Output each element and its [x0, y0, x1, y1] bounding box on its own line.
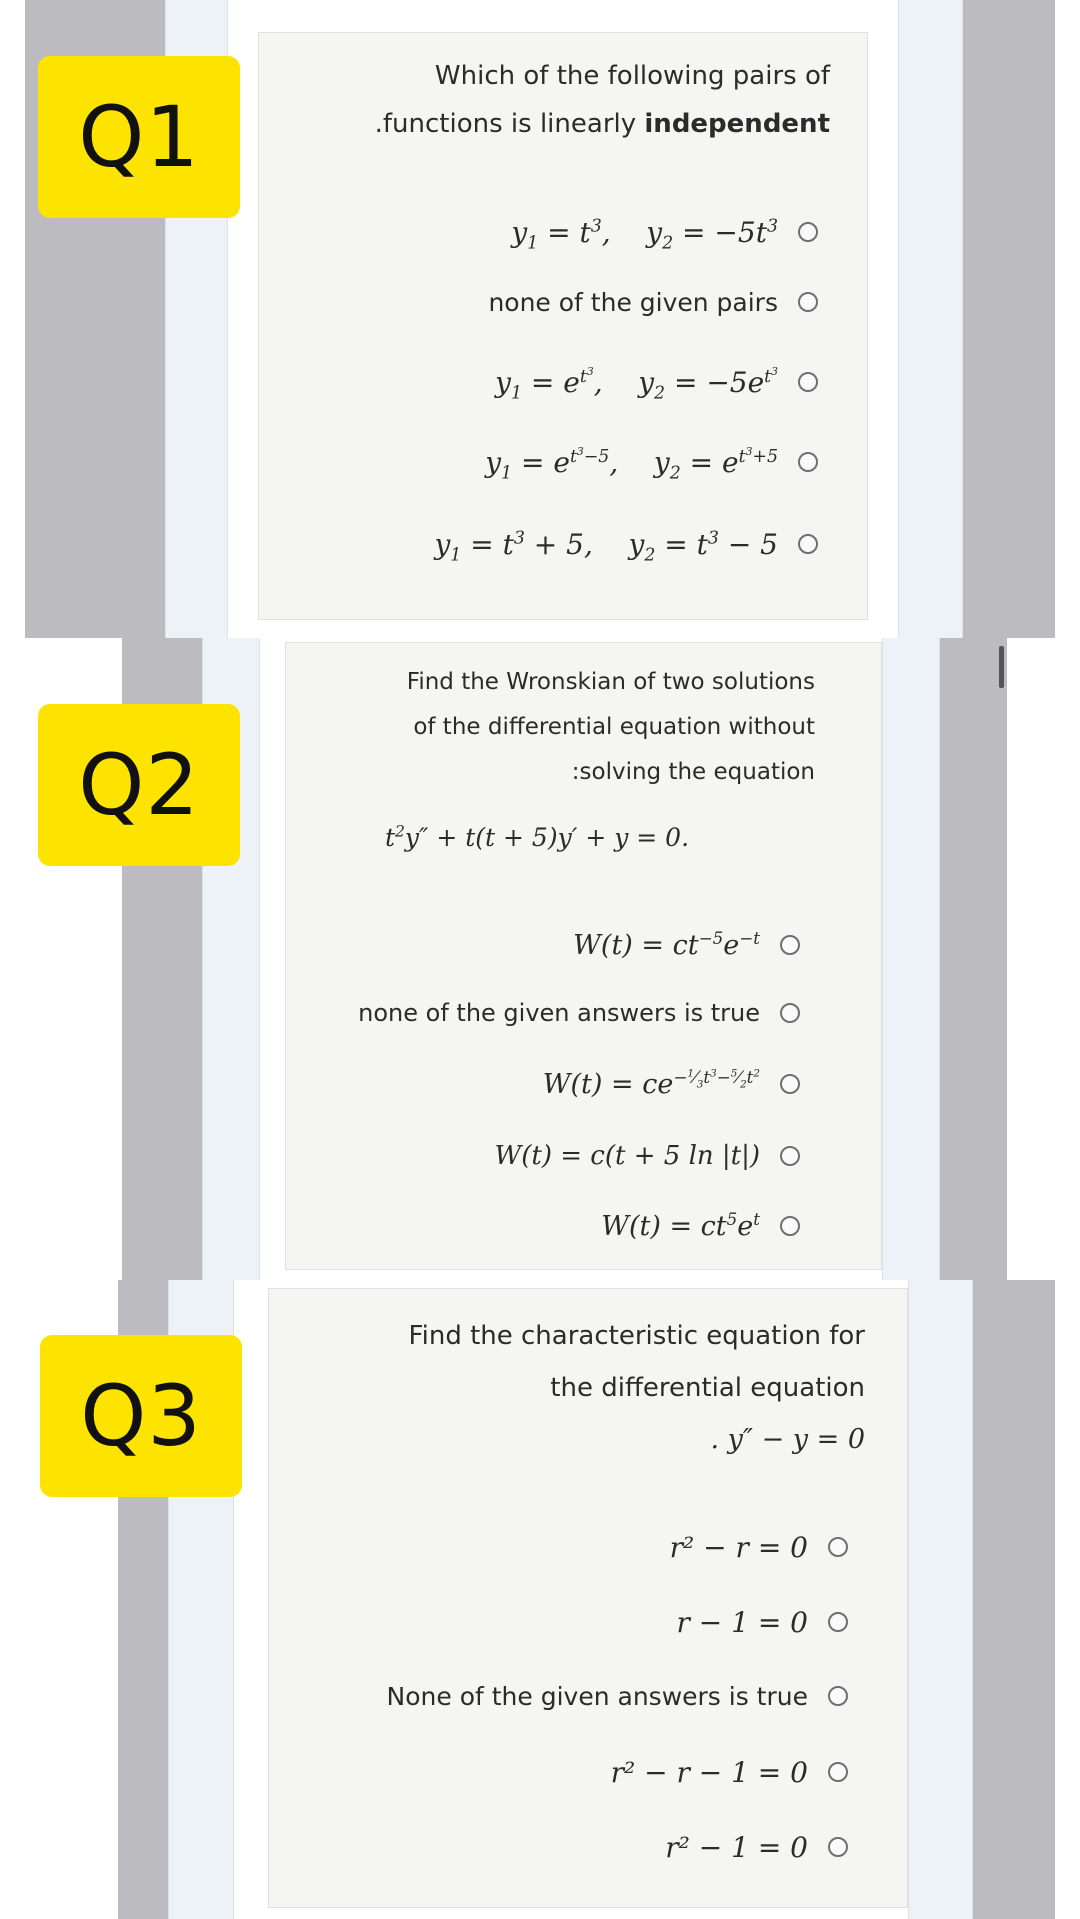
option-label: r² − r − 1 = 0	[610, 1755, 808, 1789]
right-gutter	[882, 638, 940, 1280]
question-line: . y″ − y = 0	[710, 1424, 865, 1455]
question-line: :solving the equation	[571, 759, 815, 785]
option-label: W(t) = c(t + 5 ln |t|)	[494, 1141, 760, 1171]
radio-button[interactable]	[828, 1837, 848, 1857]
radio-button[interactable]	[798, 372, 818, 392]
right-margin	[940, 638, 1007, 1280]
option-label: r² − r = 0	[669, 1530, 808, 1564]
question-number-badge: Q3	[40, 1335, 242, 1497]
option-label: None of the given answers is true	[386, 1681, 808, 1711]
option-label: r − 1 = 0	[676, 1605, 808, 1639]
option-label: none of the given answers is true	[358, 999, 760, 1027]
answer-option[interactable]	[670, 1525, 848, 1569]
answer-option[interactable]	[434, 522, 818, 566]
option-label: $W(t) = ct^5e^t$	[601, 1208, 760, 1242]
radio-button[interactable]	[798, 534, 818, 554]
question-line: the differential equation	[550, 1373, 865, 1403]
option-label: $y_1 = t^3 + 5$, $y_2 = t^3 - 5$	[434, 527, 778, 566]
answer-option[interactable]	[665, 1825, 848, 1869]
question-text	[320, 1310, 865, 1466]
radio-button[interactable]	[780, 1074, 800, 1094]
question-line: Find the characteristic equation for	[408, 1321, 865, 1351]
answer-option[interactable]	[611, 1750, 848, 1794]
question-number-badge: Q1	[38, 56, 240, 218]
gutter-spacer	[260, 638, 285, 1280]
question-panel-2	[0, 638, 1080, 1280]
question-line: Find the Wronskian of two solutions	[406, 669, 815, 695]
right-margin	[973, 1280, 1055, 1919]
radio-button[interactable]	[780, 1003, 800, 1023]
option-label: $W(t) = ce^{-^1⁄_3t^3-^5⁄_2t^2}$	[542, 1067, 760, 1100]
answer-option[interactable]	[495, 360, 818, 404]
answer-option[interactable]	[601, 1204, 800, 1248]
radio-button[interactable]	[798, 292, 818, 312]
option-label: none of the given pairs	[488, 287, 778, 317]
question-text	[300, 660, 815, 795]
radio-button[interactable]	[828, 1537, 848, 1557]
answer-option[interactable]	[358, 991, 800, 1035]
answer-option[interactable]	[676, 1600, 848, 1644]
answer-option[interactable]	[543, 1062, 800, 1106]
question-panel-3	[0, 1280, 1080, 1919]
scrollbar-thumb[interactable]	[999, 646, 1004, 688]
question-line: .functions is linearly independent	[374, 109, 830, 139]
radio-button[interactable]	[798, 222, 818, 242]
answer-option[interactable]	[485, 440, 818, 484]
question-number-badge: Q2	[38, 704, 240, 866]
option-label: $y_1 = e^{t^3-5}$, $y_2 = e^{t^3+5}$	[485, 445, 778, 484]
radio-button[interactable]	[780, 1146, 800, 1166]
radio-button[interactable]	[780, 935, 800, 955]
option-label: $y_1 = e^{t^3}$, $y_2 = -5e^{t^3}$	[495, 365, 778, 404]
answer-option[interactable]	[511, 210, 818, 254]
option-label: r² − 1 = 0	[665, 1830, 808, 1864]
answer-option[interactable]	[495, 1134, 800, 1178]
question-line: Which of the following pairs of	[434, 61, 830, 91]
right-gutter	[908, 1280, 973, 1919]
right-gutter	[898, 0, 963, 638]
question-line: of the differential equation without	[413, 714, 815, 740]
differential-equation: $t^2y'' + t(t + 5)y' + y = 0$.	[385, 822, 690, 852]
option-label: $W(t) = ct^{-5}e^{-t}$	[573, 927, 760, 961]
question-panel-1	[0, 0, 1080, 638]
radio-button[interactable]	[780, 1216, 800, 1236]
answer-option[interactable]	[488, 280, 818, 324]
radio-button[interactable]	[828, 1612, 848, 1632]
radio-button[interactable]	[828, 1762, 848, 1782]
answer-option[interactable]	[573, 923, 800, 967]
question-text	[300, 52, 830, 148]
answer-option[interactable]	[387, 1674, 848, 1718]
radio-button[interactable]	[798, 452, 818, 472]
right-margin	[963, 0, 1055, 638]
radio-button[interactable]	[828, 1686, 848, 1706]
emphasis-word: independent	[644, 109, 830, 139]
option-label: $y_1 = t^3$, $y_2 = -5t^3$	[511, 215, 778, 254]
